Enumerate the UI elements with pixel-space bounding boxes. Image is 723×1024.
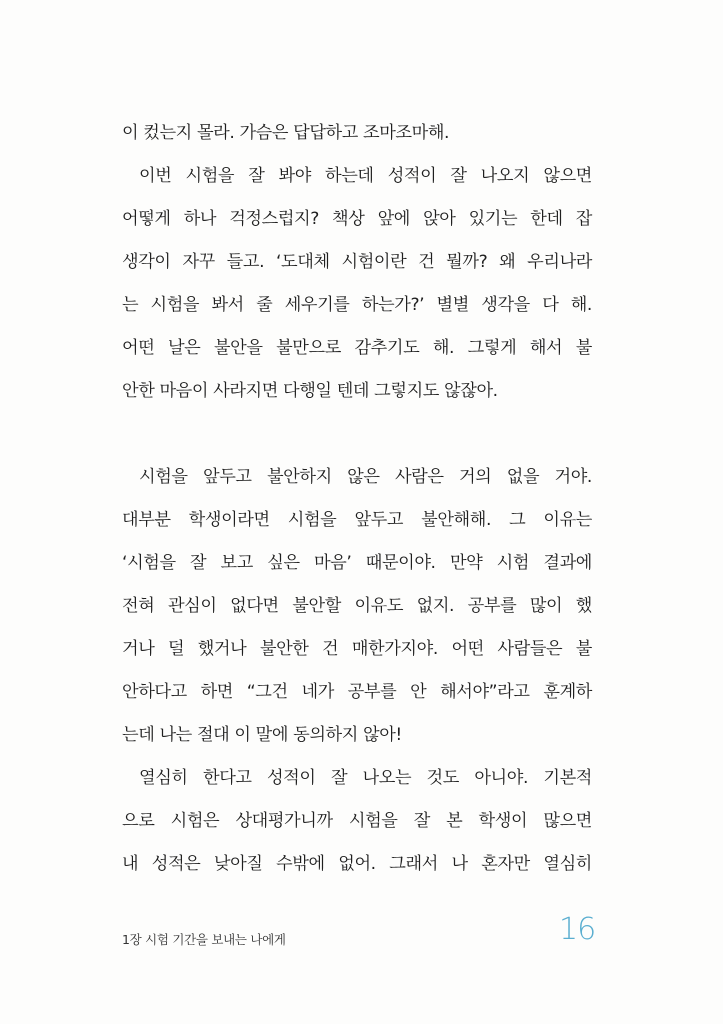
text-line: 전혀 관심이 없다면 불안할 이유도 없지. 공부를 많이 했 — [122, 596, 592, 616]
text-line: ‘시험을 잘 보고 싶은 마음’ 때문이야. 만약 시험 결과에 — [122, 553, 592, 573]
page-number: 16 — [559, 912, 596, 947]
text-line: 이번 시험을 잘 봐야 하는데 성적이 잘 나오지 않으면 — [139, 166, 592, 186]
paragraph-2 — [122, 155, 592, 413]
text-line: 내 성적은 낮아질 수밖에 없어. 그래서 나 혼자만 열심히 — [122, 854, 592, 874]
text-line: 는 시험을 봐서 줄 세우기를 하는가?’ 별별 생각을 다 해. — [122, 295, 592, 315]
text-line: 이 컸는지 몰라. 가슴은 답답하고 조마조마해. — [122, 123, 450, 143]
text-line: 안하다고 하면 “그건 네가 공부를 안 해서야”라고 훈계하 — [122, 682, 592, 702]
text-line: 어떻게 하나 걱정스럽지? 책상 앞에 앉아 있기는 한데 잡 — [122, 209, 592, 229]
text-line: 대부분 학생이라면 시험을 앞두고 불안해해. 그 이유는 — [122, 510, 592, 530]
text-line: 열심히 한다고 성적이 잘 나오는 것도 아니야. 기본적 — [139, 768, 592, 788]
paragraph-4 — [122, 757, 592, 886]
body-text — [122, 112, 592, 886]
text-line: 거나 덜 했거나 불안한 건 매한가지야. 어떤 사람들은 불 — [122, 639, 592, 659]
paragraph-1 — [122, 112, 592, 155]
text-line: 으로 시험은 상대평가니까 시험을 잘 본 학생이 많으면 — [122, 811, 592, 831]
text-line: 생각이 자꾸 들고. ‘도대체 시험이란 건 뭘까? 왜 우리나라 — [122, 252, 592, 272]
text-line: 안한 마음이 사라지면 다행일 텐데 그렇지도 않잖아. — [122, 381, 498, 401]
text-line: 어떤 날은 불안을 불만으로 감추기도 해. 그렇게 해서 불 — [122, 338, 592, 358]
paragraph-3 — [122, 456, 592, 757]
text-line: 는데 나는 절대 이 말에 동의하지 않아! — [122, 725, 402, 745]
text-line: 시험을 앞두고 불안하지 않은 사람은 거의 없을 거야. — [139, 467, 592, 487]
paragraph-gap — [122, 413, 592, 456]
chapter-title: 1장 시험 기간을 보내는 나에게 — [122, 932, 286, 947]
